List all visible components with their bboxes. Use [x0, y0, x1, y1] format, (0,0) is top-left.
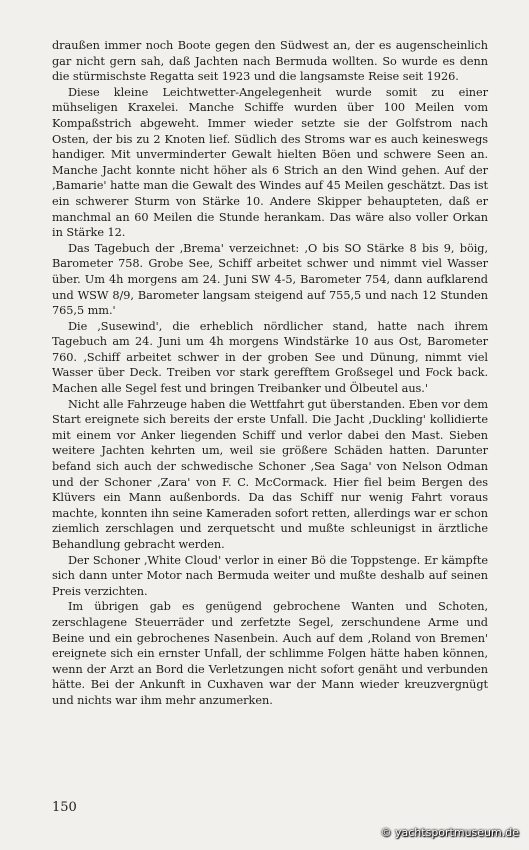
paragraph-1: draußen immer noch Boote gegen den Südwest an, der es augenscheinlich gar nicht gern sah, daß Jachten nach Bermuda wollten. So wurde es denn die stürmischste Regatta seit 1923 und die langsamste Reise seit 1926.: [52, 39, 488, 84]
body-text: [52, 38, 488, 709]
paragraph-6: Der Schoner ‚White Cloud' verlor in einer Bö die Toppstenge. Er kämpfte sich dann unter Motor nach Bermuda weiter und mußte deshalb auf seinen Preis verzichten.: [52, 553, 488, 598]
paragraph-4: Die ‚Susewind', die erheblich nördlicher stand, hatte nach ihrem Tagebuch am 24. Juni um 4h morgens Windstärke 10 aus Ost, Barometer 760. ‚Schiff arbeitet schwer in der groben See und Dünung, nimmt viel Wasser über Deck. Treiben vor stark gerefftem Großsegel und Fock back. Machen alle Segel fest und bringen Treibanker und Ölbeutel aus.': [52, 319, 488, 396]
paragraph-5: Nicht alle Fahrzeuge haben die Wettfahrt gut überstanden. Eben vor dem Start ereignete sich bereits der erste Unfall. Die Jacht ‚Duckling' kollidierte mit einem vor Anker liegenden Schiff und verlor dabei den Mast. Sieben weitere Jachten kehrten um, weil sie größere Schäden hatten. Darunter befand sich auch der schwedische Schoner ‚Sea Saga' von Nelson Odman und der Schoner ‚Zara' von F. C. McCormack. Hier fiel beim Bergen des Klüvers ein Mann außenbords. Da das Schiff nur wenig Fahrt voraus machte, konnten ihn seine Kameraden sofort retten, allerdings war er schon ziemlich zerschlagen und zerquetscht und mußte schleunigst in ärztliche Behandlung gebracht werden.: [52, 397, 488, 551]
paragraph-7: Im übrigen gab es genügend gebrochene Wanten und Schoten, zerschlagene Steuerräder und zerfetzte Segel, zerschundene Arme und Beine und ein gebrochenes Nasenbein. Auch auf dem ‚Roland von Bremen' ereignete sich ein ernster Unfall, der schlimme Folgen hätte haben können, wenn der Arzt an Bord die Verletzungen nicht sofort genäht und verbunden hätte. Bei der Ankunft in Cuxhaven war der Mann wieder kreuzvergnügt und nichts war ihm mehr anzumerken.: [52, 600, 488, 707]
page-number: 150: [52, 800, 77, 815]
paragraph-2: Diese kleine Leichtwetter-Angelegenheit wurde somit zu einer mühseligen Kraxelei. Manche Schiffe wurden über 100 Meilen vom Kompaßstrich abgeweht. Immer wieder setzte sie der Golfstrom nach Osten, der bis zu 2 Knoten lief. Südlich des Stroms war es auch keineswegs handiger. Mit unverminderter Gewalt hielten Böen und schwere Seen an. Manche Jacht konnte nicht höher als 6 Strich an den Wind gehen. Auf der ‚Bamarie' hatte man die Gewalt des Windes auf 45 Meilen geschätzt. Das ist ein schwerer Sturm von Stärke 10. Andere Skipper behaupteten, daß er manchmal an 60 Meilen die Stunde herankam. Das wäre also voller Orkan in Stärke 12.: [52, 85, 488, 240]
watermark: © yachtsportmuseum.de: [380, 826, 519, 839]
paragraph-3: Das Tagebuch der ‚Brema' verzeichnet: ‚O bis SO Stärke 8 bis 9, böig, Barometer 758. Grobe See, Schiff arbeitet schwer und nimmt viel Wasser über. Um 4h morgens am 24. Juni SW 4-5, Barometer 754, dann aufklarend und WSW 8/9, Barometer langsam steigend auf 755,5 und nach 12 Stunden 765,5 mm.': [52, 241, 488, 318]
